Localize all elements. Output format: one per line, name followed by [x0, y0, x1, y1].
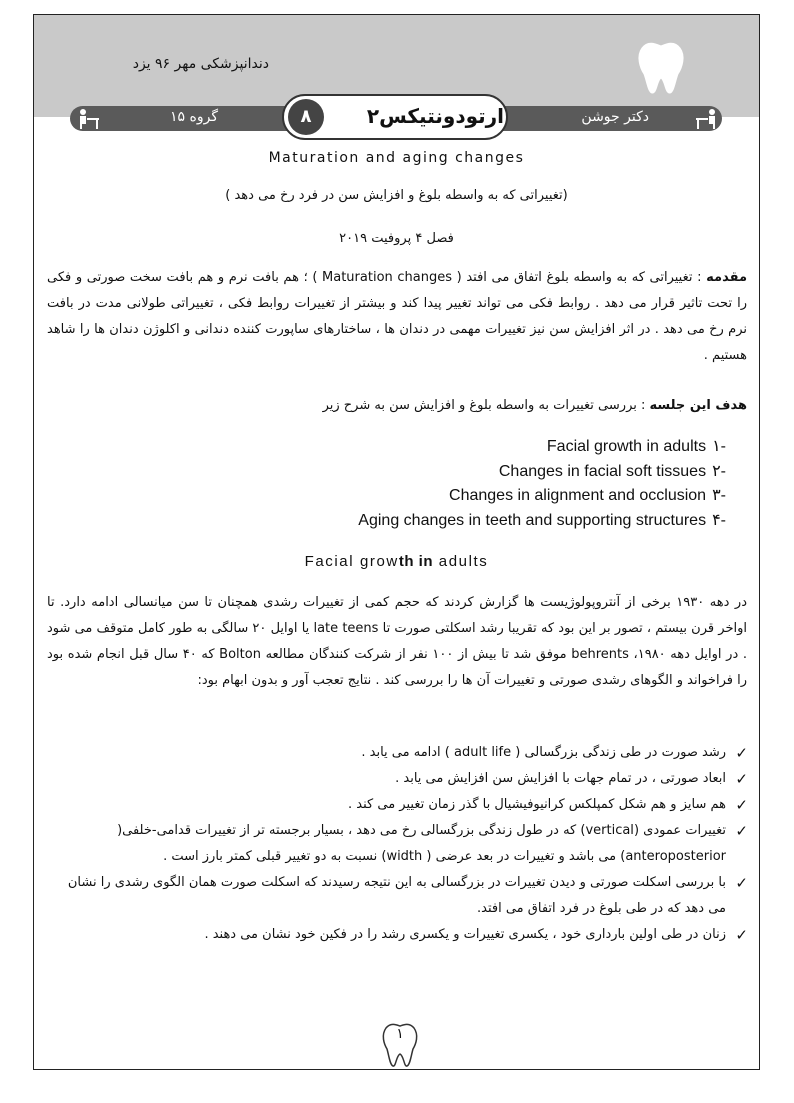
session-number: ۸ — [288, 99, 324, 135]
session-goal — [323, 398, 747, 413]
intro-label: مقدمه — [706, 270, 747, 285]
lecture-title-latin: Maturation and aging changes — [268, 150, 525, 166]
list-item: -۳Changes in alignment and occlusion — [449, 487, 726, 504]
goal-text: : بررسی تغییرات به واسطه بلوغ و افزایش سن به شرح زیر — [322, 398, 650, 413]
check-icon: ✓ — [735, 926, 748, 944]
group-label: گروه ۱۵ — [170, 109, 218, 125]
school-line: دندانپزشکی مهر ۹۶ یزد — [132, 56, 269, 72]
check-icon: ✓ — [735, 874, 748, 892]
list-item: -۴Aging changes in teeth and supporting structures — [358, 511, 726, 529]
tooth-logo-icon — [632, 38, 690, 96]
intro-text: : تغییراتی که به واسطه بلوغ اتفاق می افتد ( Maturation changes ) ؛ هم بافت نرم و هم بافت سخت صورتی و فکی را تحت تاثیر قرار می دهد . روابط فکی می تواند تغییر پیدا کند و بیشتر از تغییرات روابط فکی ، تغییراتی طولانی مدت در بافت نرم رخ می دهد . در اثر افزایش سن نیز تغییرات مهمی در دندان ها ، ساختارهای ساپورت کننده دندانی و اکلوژن دندان ها را شاهد هستیم . — [47, 270, 747, 363]
intro-paragraph — [47, 265, 747, 369]
section-heading: Facial growth in adults — [304, 553, 489, 570]
source-reference: فصل ۴ پروفیت ۲۰۱۹ — [339, 231, 454, 246]
course-title: ارتودونتیکس۲ — [366, 104, 504, 128]
list-item: -۲Changes in facial soft tissues — [498, 462, 726, 480]
list-item: ✓ ابعاد صورتی ، در تمام جهات با افزایش سن افزایش می یابد . — [48, 766, 748, 792]
check-icon: ✓ — [735, 796, 748, 814]
list-item: -۱Facial growth in adults — [546, 438, 726, 455]
check-icon: ✓ — [735, 744, 748, 762]
page-number: ۱ — [396, 1026, 404, 1042]
list-item: ✓ رشد صورت در طی زندگی بزرگسالی ( adult life ) ادامه می یابد . — [48, 740, 748, 766]
list-item: ✓ با بررسی اسکلت صورتی و دیدن تغییرات در بزرگسالی به این نتیجه رسیدند که اسکلت صورت همان الگوی رشدی را نشان می دهد که در طی بلوغ در فرد اتفاق می افتد. — [48, 870, 748, 922]
check-icon: ✓ — [735, 770, 748, 788]
findings-list — [48, 740, 748, 948]
list-item: ✓ زنان در طی اولین بارداری خود ، یکسری تغییرات و یکسری رشد را در فکین خود نشان می دهند . — [48, 922, 748, 948]
lecturer-name: دکتر جوشن — [581, 109, 649, 125]
list-item: ✓ تغییرات عمودی (vertical) که در طول زندگی بزرگسالی رخ می دهد ، بسیار برجسته تر از تغییرات قدامی-خلفی( anteroposterior) می باشد و تغییرات در بعد عرضی ( width) نسبت به دو تغییر قبلی کمتر بارز است . — [48, 818, 748, 870]
lecture-subtitle: (تغییراتی که به واسطه بلوغ و افزایش سن در فرد رخ می دهد ) — [225, 188, 568, 203]
lecturer-desk-icon — [695, 108, 719, 130]
goal-label: هدف این جلسه — [649, 398, 747, 413]
growth-paragraph: در دهه ۱۹۳۰ برخی از آنتروپولوژیست ها گزارش کردند که حجم کمی از تغییرات رشدی همچنان تا سن میانسالی ادامه دارد. تا اواخر قرن بیستم ، تصور بر این بود که تقریبا رشد اسکلتی صورت تا late teens یا اوایل ۲۰ سالگی به طور کامل متوقف می شود . در اوایل دهه ۱۹۸۰، behrents موفق شد تا بیش از ۱۰۰ نفر از شرکت کنندگان مطالعه Bolton که ۴۰ سال قبل انجام شده بود را فراخواند و الگوهای رشدی صورتی و تغییرات آن ها را بررسی کند . نتایج تعجب آور و بدون ابهام بود: — [47, 595, 748, 688]
group-desk-icon — [76, 108, 100, 130]
list-item: ✓ هم سایز و هم شکل کمپلکس کرانیوفیشیال با گذر زمان تغییر می کند . — [48, 792, 748, 818]
check-icon: ✓ — [735, 822, 748, 840]
goal-list — [358, 435, 726, 533]
